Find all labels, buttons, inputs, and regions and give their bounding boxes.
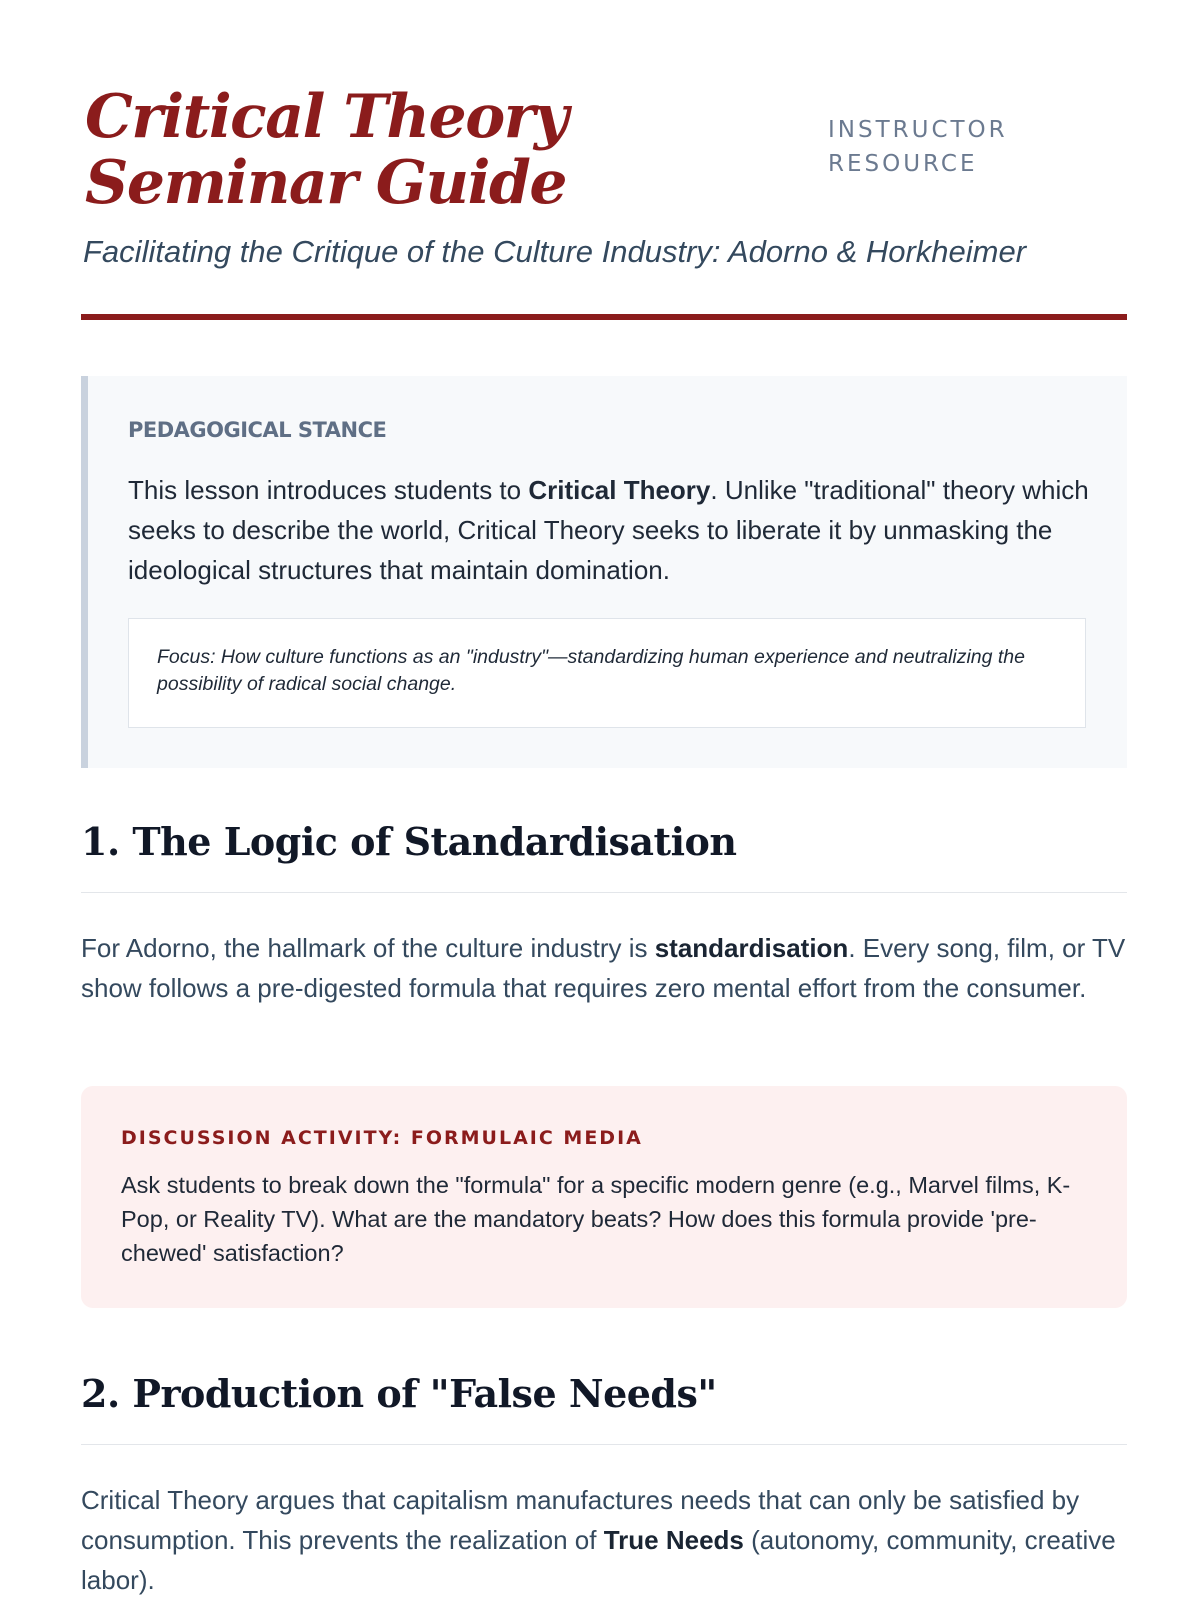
focus-callout bbox=[128, 618, 1086, 728]
seminar-guide-page bbox=[81, 0, 1127, 1595]
section-1-text-start: For Adorno, the hallmark of the culture industry is bbox=[81, 933, 655, 963]
section-2-text-emphasis: True Needs bbox=[603, 1525, 744, 1555]
section-2-heading: 2. Production of "False Needs" bbox=[81, 1371, 717, 1416]
instructor-resource-tag: INSTRUCTOR RESOURCE bbox=[828, 117, 1008, 177]
stance-text-emphasis: Critical Theory bbox=[528, 475, 711, 505]
stance-label: PEDAGOGICAL STANCE bbox=[128, 418, 387, 442]
section-1-paragraph bbox=[81, 928, 1141, 1008]
activity-text: Ask students to break down the "formula" for a specific modern genre (e.g., Marvel films, K-Pop, or Reality TV). What are the mandatory beats? How does this formula provide 'pre-chewed' satisfaction? bbox=[121, 1172, 1071, 1266]
section-1-heading: 1. The Logic of Standardisation bbox=[81, 819, 737, 864]
discussion-activity-box bbox=[81, 1086, 1127, 1308]
stance-text-start: This lesson introduces students to bbox=[128, 475, 529, 505]
activity-label: DISCUSSION ACTIVITY: FORMULAIC MEDIA bbox=[121, 1127, 643, 1149]
section-2-paragraph bbox=[81, 1480, 1141, 1600]
section-1-text-emphasis: standardisation bbox=[654, 933, 849, 963]
stance-paragraph bbox=[128, 470, 1093, 590]
section-2-divider bbox=[81, 1444, 1127, 1445]
page-subtitle: Facilitating the Critique of the Culture Industry: Adorno & Horkheimer bbox=[83, 234, 1027, 269]
page-title: Critical Theory Seminar Guide bbox=[85, 82, 568, 218]
stance-text-end: . Unlike "traditional" theory which seeks to describe the world, Critical Theory seeks to liberate it by unmasking the ideological structures that maintain domination. bbox=[128, 475, 1089, 585]
pedagogical-stance-box bbox=[81, 376, 1127, 768]
header-divider bbox=[81, 314, 1127, 320]
section-2-text-end: (autonomy, community, creative labor). bbox=[81, 1525, 1116, 1595]
focus-text: Focus: How culture functions as an "industry"—standardizing human experience and neutralizing the possibility of radical social change. bbox=[157, 646, 1025, 695]
section-2-text-start: Critical Theory argues that capitalism manufactures needs that can only be satisfied by consumption. This prevents the realization of bbox=[81, 1485, 1080, 1555]
section-1-divider bbox=[81, 892, 1127, 893]
section-1-text-end: . Every song, film, or TV show follows a pre-digested formula that requires zero mental effort from the consumer. bbox=[81, 933, 1126, 1003]
page-header bbox=[81, 0, 1127, 330]
